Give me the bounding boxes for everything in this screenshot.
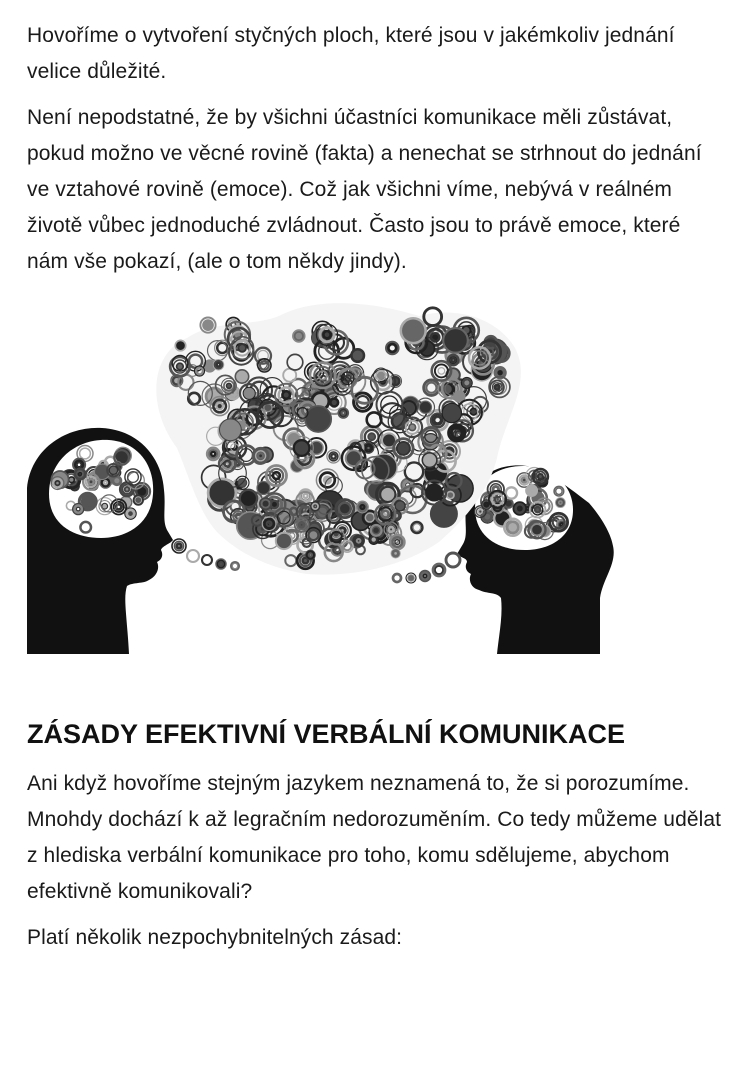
pattern-circle — [243, 387, 255, 399]
pattern-circle — [389, 527, 394, 532]
pattern-circle — [346, 450, 362, 466]
pattern-circle — [478, 510, 482, 514]
pattern-circle — [82, 495, 96, 509]
pattern-circle — [374, 529, 378, 533]
pattern-circle — [535, 507, 540, 512]
pattern-circle — [282, 391, 290, 399]
pattern-circle — [442, 403, 461, 422]
pattern-circle — [217, 403, 223, 409]
pattern-circle — [526, 485, 537, 496]
pattern-circle — [538, 474, 543, 479]
pattern-circle — [69, 477, 75, 483]
pattern-circle — [395, 501, 405, 511]
pattern-circle — [426, 485, 442, 501]
pattern-circle — [137, 499, 140, 502]
pattern-circle — [187, 550, 199, 562]
pattern-circle — [323, 331, 330, 338]
paragraph-understanding: Ani když hovoříme stejným jazykem neznamená to, že si porozumíme. Mnohdy dochází k až legračním nedorozuměním. Co tedy můžeme udělat z hlediska verbální komunikace pro toho, komu sdělujeme, abychom efektivně komunikovali? — [27, 772, 722, 903]
pattern-circle — [465, 381, 469, 385]
pattern-circle — [351, 349, 364, 362]
pattern-circle — [258, 453, 263, 458]
two-heads-speech-bubble-illustration — [27, 298, 727, 654]
pattern-circle — [88, 479, 93, 484]
pattern-circle — [78, 472, 81, 475]
pattern-circle — [559, 501, 562, 504]
pattern-circle — [372, 538, 375, 541]
left-bubble-trail — [172, 539, 239, 570]
pattern-circle — [423, 574, 426, 577]
pattern-circle — [422, 453, 437, 468]
pattern-circle — [419, 401, 431, 413]
document-page — [27, 18, 727, 966]
pattern-circle — [125, 487, 130, 492]
paragraph-principles: Platí několik nezpochybnitelných zásad: — [27, 926, 403, 949]
pattern-circle — [446, 553, 460, 567]
pattern-circle — [308, 530, 318, 540]
pattern-circle — [113, 477, 121, 485]
pattern-circle — [435, 566, 443, 574]
pattern-circle — [177, 363, 184, 370]
pattern-circle — [368, 433, 375, 440]
pattern-circle — [408, 575, 415, 582]
pattern-circle — [294, 440, 310, 456]
pattern-circle — [203, 320, 213, 330]
pattern-circle — [401, 318, 426, 343]
pattern-circle — [409, 424, 416, 431]
pattern-circle — [297, 334, 301, 338]
pattern-circle — [495, 385, 500, 390]
paragraph-emotions: Není nepodstatné, že by všichni účastníci komunikace měli zůstávat, pokud možno ve věcné rovině (fakta) a nenechat se strhnout do jednání ve vztahové rovině (emoce). Což jak všichni víme, nebývá v reálném životě vůbec jednoduché zvládnout. Často jsou to právě emoce, které nám vše pokazí, (ale o tom někdy jindy). — [27, 106, 702, 273]
pattern-circle — [276, 533, 292, 549]
pattern-circle — [531, 524, 542, 535]
pattern-circle — [447, 492, 454, 499]
section-heading: ZÁSADY EFEKTIVNÍ VERBÁLNÍ KOMUNIKACE — [27, 719, 626, 749]
pattern-circle — [443, 328, 468, 353]
pattern-circle — [507, 522, 518, 533]
pattern-circle — [238, 344, 246, 352]
pattern-circle — [232, 563, 237, 568]
pattern-circle — [360, 505, 364, 509]
communication-illustration — [27, 298, 727, 654]
pattern-circle — [235, 370, 248, 383]
pattern-circle — [219, 562, 222, 565]
pattern-circle — [393, 551, 399, 557]
pattern-circle — [397, 442, 410, 455]
pattern-circle — [365, 513, 374, 522]
pattern-circle — [175, 340, 185, 350]
pattern-circle — [309, 553, 312, 556]
paragraph-intro: Hovoříme o vytvoření styčných ploch, které jsou v jakémkoliv jednání velice důležité. — [27, 24, 675, 83]
pattern-circle — [299, 523, 304, 528]
pattern-circle — [305, 406, 331, 432]
pattern-circle — [393, 574, 401, 582]
pattern-circle — [497, 369, 504, 376]
pattern-circle — [220, 419, 242, 441]
pattern-circle — [177, 544, 182, 549]
pattern-circle — [378, 373, 383, 378]
pattern-circle — [339, 503, 351, 515]
pattern-circle — [264, 502, 268, 506]
pattern-circle — [367, 446, 371, 450]
pattern-circle — [516, 504, 524, 512]
pattern-circle — [330, 399, 338, 407]
pattern-circle — [226, 383, 231, 388]
pattern-circle — [202, 555, 212, 565]
pattern-circle — [380, 487, 395, 502]
pattern-circle — [109, 466, 117, 474]
pattern-circle — [127, 510, 135, 518]
